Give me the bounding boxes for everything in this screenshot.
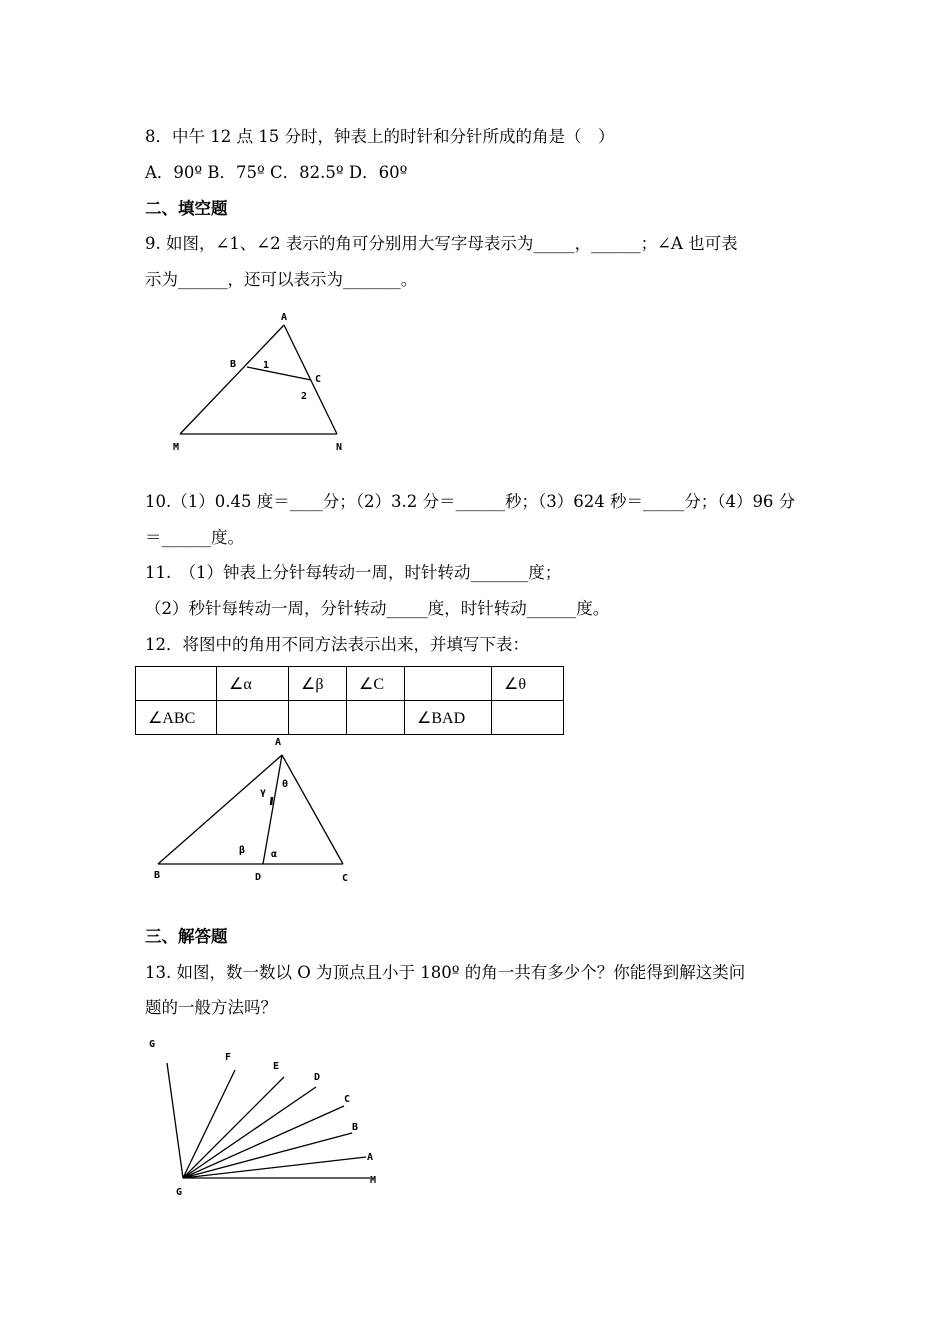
q13-figure — [140, 1030, 400, 1210]
section2-title: 二、填空题 — [145, 199, 228, 218]
q8-options: A．90º B．75º C．82.5º D．60º — [145, 163, 408, 182]
q13-ray-e — [183, 1077, 284, 1178]
q9-figure — [160, 305, 370, 460]
q12-label-a: A — [275, 737, 282, 748]
q13-ray-g — [167, 1063, 183, 1178]
q9-label-c: C — [315, 374, 322, 385]
q9-label-b: B — [230, 359, 237, 370]
q9-label-2: 2 — [301, 391, 308, 402]
q13-label-a: A — [367, 1152, 374, 1163]
q12-label-theta: θ — [282, 779, 289, 790]
table-cell: ∠BAD — [405, 701, 492, 735]
q9-label-m: M — [173, 442, 180, 453]
table-cell: ∠α — [217, 667, 289, 701]
q12-line-ac — [282, 755, 343, 864]
section3-title: 三、解答题 — [145, 927, 228, 946]
table-cell — [405, 667, 492, 701]
q13-label-m: M — [370, 1175, 377, 1186]
q13-label-d: D — [314, 1072, 321, 1083]
q9-label-n: N — [336, 442, 343, 453]
q9-label-1: 1 — [263, 360, 270, 371]
q13-line1: 13. 如图，数一数以 O 为顶点且小于 180º 的角一共有多少个？你能得到解这类问 — [145, 963, 746, 982]
q10-line2: ＝______度。 — [145, 528, 244, 547]
q9-label-a: A — [281, 312, 288, 323]
q13-label-e: E — [273, 1061, 280, 1072]
table-row — [136, 701, 564, 735]
q13-ray-a — [183, 1157, 366, 1178]
table-cell: ∠θ — [492, 667, 564, 701]
q13-label-g-top: G — [149, 1039, 156, 1050]
q8-stem: 8．中午 12 点 15 分时，钟表上的时针和分针所成的角是（ ） — [145, 127, 615, 146]
q13-ray-f — [183, 1070, 235, 1178]
q12-figure — [145, 735, 375, 890]
q11-line2: （2）秒针每转动一周，分针转动_____度，时针转动______度。 — [145, 599, 610, 618]
q12-label-b: B — [154, 870, 161, 881]
table-cell — [289, 701, 347, 735]
table-cell: ∠β — [289, 667, 347, 701]
q10-line1: 10.（1）0.45 度＝____分；（2）3.2 分＝______秒；（3）624 秒＝_____分；（4）96 分 — [145, 492, 796, 511]
q12-label-gamma: γ — [260, 787, 267, 798]
q12-stem: 12．将图中的角用不同方法表示出来，并填写下表： — [145, 635, 529, 654]
q13-label-f: F — [225, 1052, 232, 1063]
q9-line-bc — [247, 367, 311, 380]
q12-line-ab — [158, 755, 282, 864]
q9-line1: 9. 如图，∠1、∠2 表示的角可分别用大写字母表示为_____，______；∠A 也可表 — [145, 234, 738, 253]
table-cell — [492, 701, 564, 735]
table-cell: ∠C — [347, 667, 405, 701]
q13-label-g-vertex: G — [176, 1187, 183, 1198]
q9-line2: 示为______，还可以表示为_______。 — [145, 270, 418, 289]
table-cell — [217, 701, 289, 735]
table-cell — [136, 667, 217, 701]
q13-ray-d — [183, 1087, 316, 1178]
table-row — [136, 667, 564, 701]
q13-label-b: B — [352, 1122, 359, 1133]
table-cell — [347, 701, 405, 735]
q12-label-c: C — [342, 873, 349, 884]
q9-line-am — [180, 325, 284, 434]
q12-line-ad — [263, 755, 282, 864]
q13-label-c: C — [344, 1094, 351, 1105]
q12-label-alpha: α — [271, 849, 278, 860]
q12-label-d: D — [255, 872, 262, 883]
table-cell: ∠ABC — [136, 701, 217, 735]
q13-line2: 题的一般方法吗？ — [145, 998, 277, 1017]
q12-angle-table — [135, 666, 564, 735]
q11-line1: 11. （1）钟表上分针每转动一周，时针转动_______度； — [145, 563, 562, 582]
q12-label-beta: β — [239, 845, 246, 856]
q12-tick-mark — [271, 797, 272, 805]
